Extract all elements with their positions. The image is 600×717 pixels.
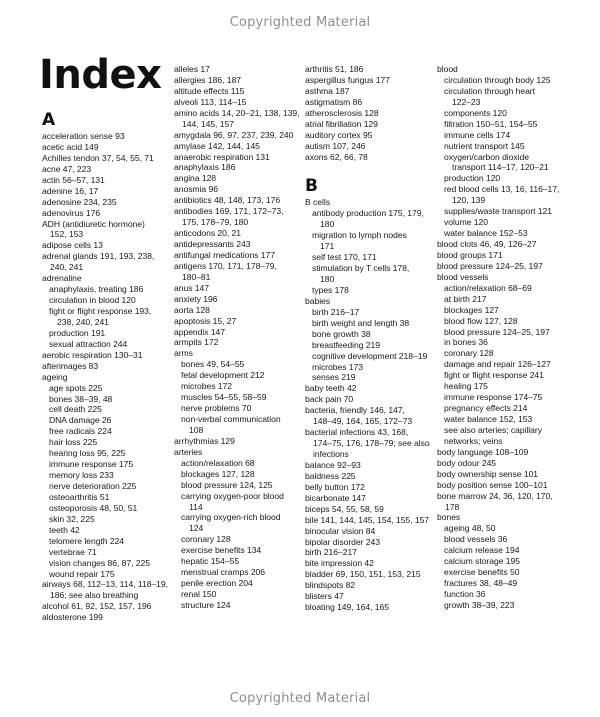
index-subentry: circulation in blood 120	[49, 295, 136, 306]
index-entry: arrhythmias 129	[174, 435, 235, 446]
index-subentry: 122–23	[452, 96, 481, 107]
page-title: Index	[39, 52, 162, 98]
index-subentry: circulation through heart	[444, 85, 535, 96]
index-entry: 175, 178–79, 180	[182, 217, 249, 228]
index-subentry: 114	[189, 501, 203, 512]
index-subentry: types 178	[312, 284, 349, 295]
index-subentry: coronary 128	[181, 534, 231, 545]
index-entry: blood vessels	[437, 271, 489, 282]
index-column-4	[437, 64, 563, 611]
index-entry: adipose cells 13	[42, 240, 103, 251]
index-subentry: filtration 150–51, 154–55	[444, 118, 538, 129]
index-subentry: growth 38–39, 223	[444, 599, 515, 610]
index-entry: bacterial infections 43, 168,	[305, 427, 409, 438]
index-entry: blood clots 46, 49, 126–27	[437, 239, 537, 249]
index-subentry: senses 219	[312, 372, 356, 383]
index-entry: 186; see also breathing	[50, 590, 139, 601]
index-entry: alleles 17	[174, 64, 210, 74]
index-entry: baldness 225	[305, 470, 356, 481]
section-letter: B	[305, 176, 318, 197]
index-entry: anaphylaxis 186	[174, 162, 236, 173]
index-entry: belly button 172	[305, 481, 365, 492]
index-entry: allergies 186, 187	[174, 74, 241, 85]
index-entry: bones	[437, 512, 461, 523]
index-entry: auditory cortex 95	[305, 129, 373, 140]
index-subentry: memory loss 233	[49, 470, 114, 481]
index-entry: bipolar disorder 243	[305, 536, 380, 547]
index-entry: ADH (antidiuretic hormone)	[42, 218, 145, 229]
index-subentry: wound repair 175	[49, 568, 115, 579]
index-subentry: supplies/waste transport 121	[444, 206, 552, 217]
index-entry: blood	[437, 64, 458, 74]
index-entry: appendix 147	[174, 326, 226, 337]
index-subentry: immune cells 174	[444, 129, 511, 140]
index-entry: anus 147	[174, 282, 209, 293]
index-subentry: 171	[320, 241, 335, 252]
index-entry: arteries	[174, 446, 203, 457]
index-subentry: carrying oxygen-rich blood	[181, 512, 281, 523]
index-entry: body position sense 100–101	[437, 479, 548, 490]
index-entry: amino acids 14, 20–21, 138, 139,	[174, 107, 300, 118]
index-subentry: free radicals 224	[49, 426, 112, 437]
index-entry: aldosterone 199	[42, 612, 103, 623]
index-subentry: penile erection 204	[181, 578, 253, 589]
index-subentry: calcium release 194	[444, 545, 520, 556]
index-subentry: osteoarthritis 51	[49, 491, 110, 502]
index-entry: bicarbonate 147	[305, 492, 366, 503]
index-subentry: osteoporosis 48, 50, 51	[49, 502, 138, 513]
index-entry: aorta 128	[174, 304, 210, 315]
index-entry: autism 107, 246	[305, 140, 366, 151]
index-subentry: at birth 217	[444, 293, 487, 304]
index-entry: atherosclerosis 128	[305, 107, 379, 118]
index-subentry: fractures 38, 48–49	[444, 578, 518, 589]
index-subentry: hair loss 225	[49, 437, 98, 448]
index-subentry: vertebrae 71	[49, 546, 97, 557]
index-subentry: fight or flight response 241	[444, 370, 544, 381]
index-entry: armpits 172	[174, 337, 219, 348]
index-entry: infections	[313, 449, 349, 459]
index-subentry: stimulation by T cells 178,	[312, 263, 410, 274]
index-subentry: calcium storage 195	[444, 556, 520, 567]
index-column-2	[174, 64, 300, 611]
index-subentry: non-verbal communication	[181, 414, 281, 424]
index-entry: back pain 70	[305, 394, 354, 405]
index-entry: baby teeth 42	[305, 383, 357, 394]
index-entry: angina 128	[174, 173, 217, 184]
index-entry: atrial fibrillation 129	[305, 118, 378, 129]
index-subentry: water balance 152–53	[444, 228, 528, 239]
index-entry: astigmatism 86	[305, 96, 363, 107]
index-subentry: 108	[189, 424, 204, 435]
index-subentry: transport 114–17, 120–21	[452, 162, 549, 173]
index-subentry: 180	[320, 219, 335, 230]
index-entry: balance 92–93	[305, 459, 361, 470]
index-entry: 180–81	[182, 271, 211, 282]
index-subentry: 238, 240, 241	[57, 316, 109, 327]
index-subentry: fetal development 212	[181, 370, 265, 381]
index-entry: babies	[305, 295, 331, 306]
index-entry: acetic acid 149	[42, 141, 99, 152]
index-entry: body language 108–109	[437, 446, 529, 457]
index-subentry: blood pressure 124, 125	[181, 479, 273, 490]
index-entry: antidepressants 243	[174, 239, 251, 249]
index-entry: axons 62, 66, 78	[305, 151, 368, 162]
index-entry: 240, 241	[50, 262, 84, 273]
index-subentry: bones 49, 54–55	[181, 359, 245, 370]
index-subentry: action/relaxation 68	[181, 457, 255, 468]
index-subentry: production 191	[49, 327, 106, 338]
index-entry: body ownership sense 101	[437, 468, 539, 479]
index-subentry: components 120	[444, 107, 507, 118]
index-subentry: vision changes 86, 87, 225	[49, 557, 150, 568]
index-entry: apoptosis 15, 27	[174, 315, 237, 326]
index-entry: altitude effects 115	[174, 85, 245, 96]
index-entry: actin 56–57, 131	[42, 174, 105, 185]
index-entry: 148–49, 164, 165, 172–73	[313, 416, 413, 427]
index-entry: bacteria, friendly 146, 147,	[305, 405, 405, 416]
index-entry: arthritis 51, 186	[305, 64, 364, 74]
index-subentry: 120, 139	[452, 195, 486, 206]
index-entry: antibodies 169, 171, 172–73,	[174, 206, 284, 217]
index-subentry: immune response 175	[49, 459, 134, 470]
index-subentry: cognitive development 218–19	[312, 350, 428, 361]
index-subentry: damage and repair 126–127	[444, 359, 551, 370]
index-subentry: teeth 42	[49, 524, 80, 535]
index-entry: antibiotics 48, 148, 173, 176	[174, 195, 281, 206]
index-entry: bile 141, 144, 145, 154, 155, 157	[305, 514, 430, 525]
index-entry: anaerobic respiration 131	[174, 151, 270, 162]
index-entry: afterimages 83	[42, 360, 99, 371]
index-subentry: blood pressure 124–25, 197	[444, 326, 550, 337]
index-entry: adenine 16, 17	[42, 185, 99, 196]
copyright-watermark-bottom: Copyrighted Material	[229, 691, 371, 706]
index-subentry: blood vessels 36	[444, 534, 508, 545]
index-subentry: 180	[320, 274, 335, 284]
index-entry: arms	[174, 348, 193, 359]
index-subentry: blockages 127, 128	[181, 468, 255, 479]
index-subentry: action/relaxation 68–69	[444, 282, 532, 293]
index-subentry: microbes 173	[312, 361, 363, 372]
index-subentry: ageing 48, 50	[444, 523, 496, 534]
index-entry: B cells	[305, 197, 330, 208]
index-subentry: age spots 225	[49, 382, 103, 393]
section-letter: A	[42, 110, 56, 130]
index-subentry: structure 124	[181, 599, 231, 610]
index-entry: alveoli 113, 114–15	[174, 96, 247, 107]
index-subentry: muscles 54–55, 58–59	[181, 392, 267, 403]
index-subentry: nerve problems 70	[181, 403, 252, 414]
index-entry: antifungal medications 177	[174, 249, 275, 260]
index-entry: amylase 142, 144, 145	[174, 140, 260, 151]
index-subentry: 124	[189, 523, 204, 534]
index-entry: amygdala 96, 97, 237, 239, 240	[174, 129, 294, 140]
index-entry: body odour 245	[437, 457, 497, 468]
index-subentry: hepatic 154–55	[181, 556, 240, 567]
index-subentry: anaphylaxis, treating 186	[49, 284, 144, 295]
index-entry: bloating 149, 164, 165	[305, 602, 389, 613]
index-column-3	[305, 64, 430, 613]
index-subentry: function 36	[444, 589, 486, 599]
index-entry: bite impression 42	[305, 558, 374, 569]
index-entry: Achilles tendon 37, 54, 55, 71	[42, 152, 154, 163]
index-subentry: birth 216–17	[312, 306, 360, 317]
index-subentry: exercise benefits 50	[444, 567, 520, 578]
index-subentry: renal 150	[181, 589, 217, 599]
index-entry: adrenal glands 191, 193, 238,	[42, 251, 155, 262]
index-subentry: breastfeeding 219	[312, 339, 380, 350]
index-subentry: bone growth 38	[312, 328, 371, 339]
copyright-watermark-top: Copyrighted Material	[229, 15, 371, 30]
index-entry: binocular vision 84	[305, 525, 376, 536]
index-entry: adrenaline	[42, 273, 82, 284]
index-entry: 178	[445, 501, 460, 512]
index-subentry: exercise benefits 134	[181, 545, 262, 556]
index-subentry: skin 32, 225	[49, 513, 95, 524]
index-entry: bone marrow 24, 36, 120, 170,	[437, 490, 553, 501]
index-subentry: coronary 128	[444, 348, 494, 359]
index-entry: aerobic respiration 130–31	[42, 349, 143, 360]
index-subentry: blood flow 127, 128	[444, 315, 518, 326]
index-subentry: hearing loss 95, 225	[49, 448, 126, 459]
index-subentry: red blood cells 13, 16, 116–17,	[444, 184, 560, 195]
index-subentry: pregnancy effects 214	[444, 403, 528, 414]
index-subentry: oxygen/carbon dioxide	[444, 151, 529, 162]
index-subentry: migration to lymph nodes	[312, 230, 407, 241]
index-subentry: microbes 172	[181, 381, 232, 392]
index-subentry: immune response 174–75	[444, 392, 543, 403]
index-subentry: in bones 36	[444, 337, 488, 348]
index-entry: alcohol 61, 92, 152, 157, 196	[42, 601, 152, 612]
index-entry: anosmia 96	[174, 184, 218, 195]
index-subentry: self test 170, 171	[312, 252, 377, 263]
index-entry: birth 216–217	[305, 547, 357, 558]
index-entry: ageing	[42, 371, 68, 382]
index-subentry: networks; veins	[444, 435, 503, 446]
index-subentry: sexual attraction 244	[49, 338, 128, 349]
index-entry: acne 47, 223	[42, 163, 92, 174]
index-entry: 144, 145, 157	[182, 118, 234, 129]
index-entry: antigens 170, 171, 178–79,	[174, 260, 277, 271]
index-subentry: healing 175	[444, 381, 488, 392]
index-subentry: circulation through body 125	[444, 74, 551, 85]
index-subentry: telomere length 224	[49, 535, 125, 546]
index-subentry: nerve deterioration 225	[49, 481, 137, 491]
index-subentry: production 120	[444, 173, 501, 184]
index-column-1	[42, 110, 168, 623]
index-entry: adenovirus 176	[42, 207, 101, 218]
index-subentry: volume 120	[444, 217, 488, 228]
index-entry: anticodons 20, 21	[174, 228, 241, 239]
index-subentry: DNA damage 26	[49, 415, 112, 426]
index-subentry: menstrual cramps 206	[181, 567, 266, 578]
index-subentry: blockages 127	[444, 304, 499, 315]
index-entry: airways 68, 112–13, 114, 118–19,	[42, 579, 168, 590]
index-entry: blisters 47	[305, 591, 344, 602]
index-entry: bladder 69, 150, 151, 153, 215	[305, 569, 421, 580]
index-subentry: nutrient transport 145	[444, 140, 525, 151]
index-entry: aspergillus fungus 177	[305, 74, 390, 85]
index-subentry: cell death 225	[49, 404, 102, 415]
index-subentry: antibody production 175, 179,	[312, 208, 424, 219]
index-entry: anxiety 196	[174, 293, 218, 304]
index-subentry: fight or flight response 193,	[49, 306, 152, 316]
index-subentry: bones 38–39, 48	[49, 393, 113, 404]
section-gap	[305, 162, 427, 176]
index-entry: blood pressure 124–25, 197	[437, 260, 543, 271]
index-entry: blindspots 82	[305, 580, 355, 591]
index-entry: asthma 187	[305, 85, 350, 96]
index-subentry: see also arteries; capillary	[444, 424, 542, 435]
index-entry: adenosine 234, 235	[42, 196, 117, 207]
index-entry: acceleration sense 93	[42, 131, 125, 141]
index-entry: blood groups 171	[437, 249, 503, 260]
index-subentry: carrying oxygen-poor blood	[181, 490, 284, 501]
index-entry: 152, 153	[50, 229, 84, 240]
index-entry: biceps 54, 55, 58, 59	[305, 503, 384, 514]
index-entry: 174–75, 176, 178–79; see also	[313, 438, 430, 449]
index-subentry: water balance 152, 153	[444, 414, 533, 424]
index-subentry: birth weight and length 38	[312, 317, 410, 328]
